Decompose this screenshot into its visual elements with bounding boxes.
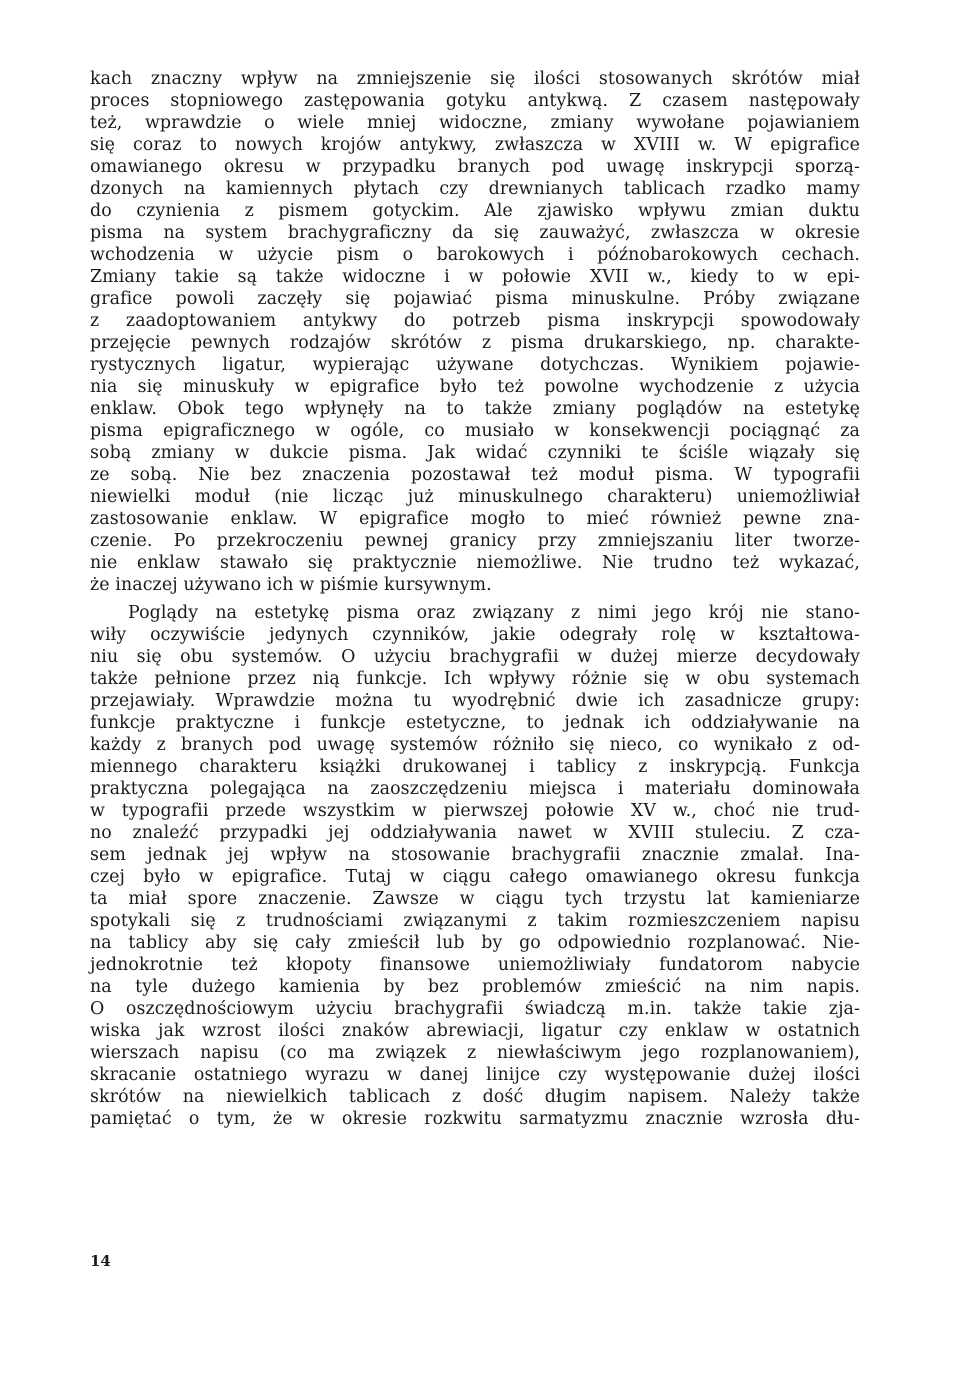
text-line: grafice powoli zaczęły się pojawiać pisma minuskulne. Próby związane [90, 289, 860, 309]
page-number: 14 [90, 1252, 111, 1270]
text-line: niewielki moduł (nie licząc już minuskulnego charakteru) uniemożliwiał [90, 487, 860, 507]
text-line: zastosowanie enklaw. W epigrafice mogło to mieć również pewne zna- [90, 509, 860, 529]
text-line: O oszczędnościowym użyciu brachygrafii świadczą m.in. także takie zja- [90, 999, 860, 1019]
text-line: każdy z branych pod uwagę systemów różniło się nieco, co wynikało z od- [90, 735, 860, 755]
text-line: skracanie ostatniego wyrazu w danej linijce czy występowanie dużej ilości [90, 1065, 860, 1085]
text-line: ta miał spore znaczenie. Zawsze w ciągu tych trzystu lat kamieniarze [90, 889, 860, 909]
text-line: jednokrotnie też kłopoty finansowe uniemożliwiały fundatorom nabycie [90, 955, 860, 975]
text-line: spotykali się z trudnościami związanymi z takim rozmieszczeniem napisu [90, 911, 860, 931]
text-line: nia się minuskuły w epigrafice było też powolne wychodzenie z użycia [90, 377, 860, 397]
text-line: w typografii przede wszystkim w pierwszej połowie XV w., choć nie trud- [90, 801, 860, 821]
text-line: kach znaczny wpływ na zmniejszenie się ilości stosowanych skrótów miał [90, 69, 860, 89]
text-line: miennego charakteru książki drukowanej i tablicy z inskrypcją. Funkcja [90, 757, 860, 777]
text-line: sem jednak jej wpływ na stosowanie brachygrafii znacznie zmalał. Ina- [90, 845, 860, 865]
text-line: no znaleźć przypadki jej oddziaływania nawet w XVIII stuleciu. Z cza- [90, 823, 860, 843]
text-line: proces stopniowego zastępowania gotyku antykwą. Z czasem następowały [90, 91, 860, 111]
text-line: przejęcie pewnych rodzajów skrótów z pisma drukarskiego, np. charakte- [90, 333, 860, 353]
text-line: pisma na system brachygraficzny da się zauważyć, zwłaszcza w okresie [90, 223, 860, 243]
text-line: sobą zmiany w dukcie pisma. Jak widać czynniki te ściśle wiązały się [90, 443, 860, 463]
text-line: przejawiały. Wprawdzie można tu wyodrębnić dwie ich zasadnicze grupy: [90, 691, 860, 711]
text-line: Zmiany takie są także widoczne i w połowie XVII w., kiedy to w epi- [90, 267, 860, 287]
text-line: niu się obu systemów. O użyciu brachygrafii w dużej mierze decydowały [90, 647, 860, 667]
text-line: do czynienia z pismem gotyckim. Ale zjawisko wpływu zmian duktu [90, 201, 860, 221]
text-line: czej było w epigrafice. Tutaj w ciągu całego omawianego okresu funkcja [90, 867, 860, 887]
text-line: ze sobą. Nie bez znaczenia pozostawał też moduł pisma. W typografii [90, 465, 860, 485]
text-line: się coraz to nowych krojów antykwy, zwłaszcza w XVIII w. W epigrafice [90, 135, 860, 155]
text-line: wiły oczywiście jedynych czynników, jakie odegrały rolę w kształtowa- [90, 625, 860, 645]
text-line: Poglądy na estetykę pisma oraz związany z nimi jego krój nie stano- [128, 603, 860, 623]
text-line: omawianego okresu w przypadku branych pod uwagę inskrypcji sporzą- [90, 157, 860, 177]
text-line: skrótów na niewielkich tablicach z dość długim napisem. Należy także [90, 1087, 860, 1107]
body-text [90, 68, 860, 1130]
text-line: pisma epigraficznego w ogóle, co musiało w konsekwencji pociągnąć za [90, 421, 860, 441]
text-line: wiska jak wzrost ilości znaków abrewiacji, ligatur czy enklaw w ostatnich [90, 1021, 860, 1041]
text-line: dzonych na kamiennych płytach czy drewnianych tablicach rzadko mamy [90, 179, 860, 199]
text-line: enklaw. Obok tego wpłynęły na to także zmiany poglądów na estetykę [90, 399, 860, 419]
text-line: wierszach napisu (co ma związek z niewłaściwym jego rozplanowaniem), [90, 1043, 860, 1063]
text-line: że inaczej używano ich w piśmie kursywnym. [90, 575, 492, 595]
text-line: czenie. Po przekroczeniu pewnej granicy przy zmniejszaniu liter tworze- [90, 531, 860, 551]
paragraph-1 [90, 68, 860, 596]
text-line: funkcje praktyczne i funkcje estetyczne, to jednak ich oddziaływanie na [90, 713, 860, 733]
text-line: z zaadoptowaniem antykwy do potrzeb pisma inskrypcji spowodowały [90, 311, 860, 331]
text-line: wchodzenia w użycie pism o barokowych i późnobarokowych cechach. [90, 245, 860, 265]
text-line: rystycznych ligatur, wypierając używane dotychczas. Wynikiem pojawie- [90, 355, 860, 375]
text-line: też, wprawdzie o wiele mniej widoczne, zmiany wywołane pojawianiem [90, 113, 860, 133]
text-line: na tyle dużego kamienia by bez problemów zmieścić na nim napis. [90, 977, 860, 997]
paragraph-2 [90, 602, 860, 1130]
text-line: na tablicy aby się cały zmieścił lub by go odpowiednio rozplanować. Nie- [90, 933, 860, 953]
text-line: także pełnione przez nią funkcje. Ich wpływy różnie się w obu systemach [90, 669, 860, 689]
text-line: praktyczna polegająca na zaoszczędzeniu miejsca i materiału dominowała [90, 779, 860, 799]
text-line: pamiętać o tym, że w okresie rozkwitu sarmatyzmu znacznie wzrosła dłu- [90, 1109, 860, 1129]
text-line: nie enklaw stawało się praktycznie niemożliwe. Nie trudno też wykazać, [90, 553, 860, 573]
